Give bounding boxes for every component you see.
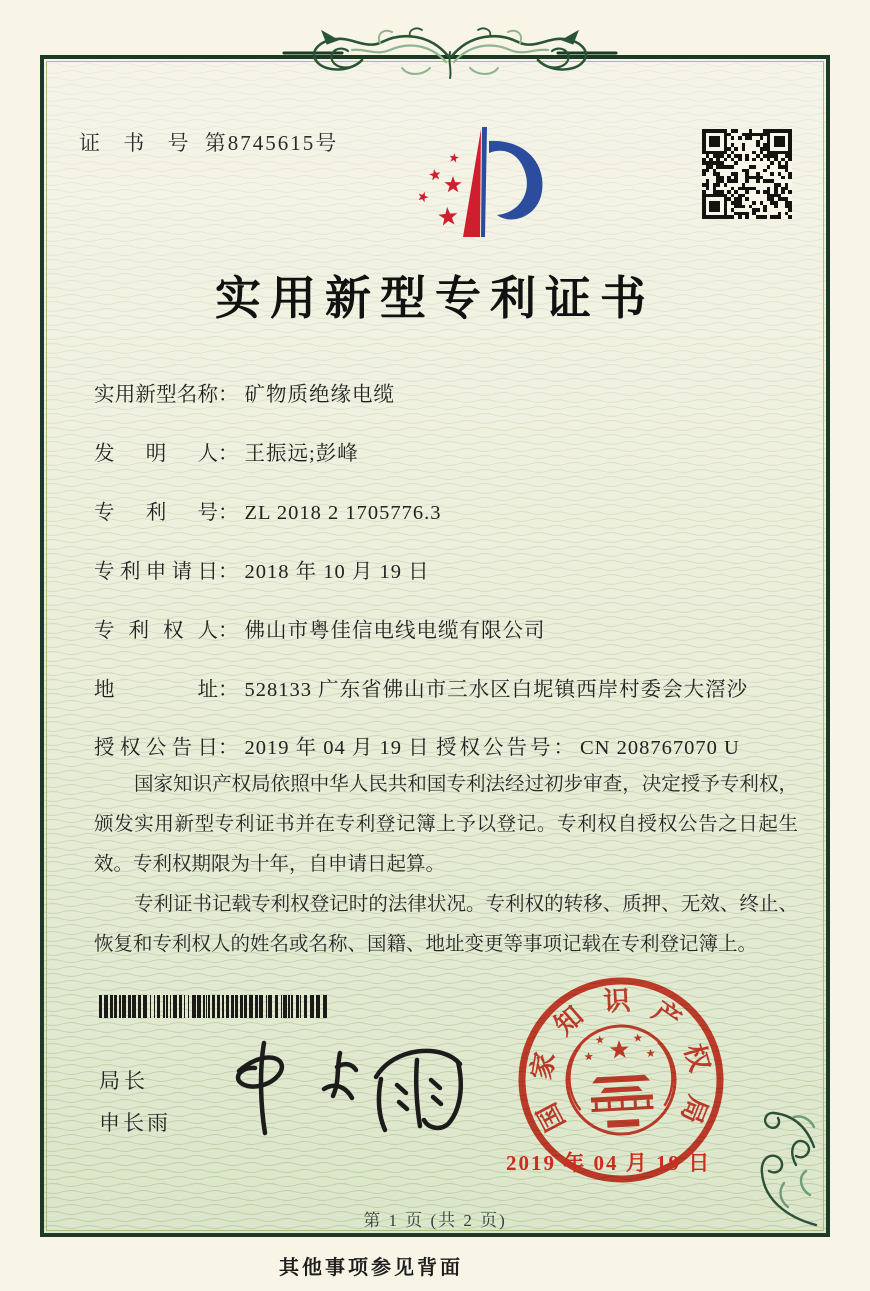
legal-text (94, 765, 798, 965)
svg-text:国: 国 (531, 1098, 571, 1137)
field-colon: ： (218, 620, 239, 642)
svg-text:产: 产 (647, 995, 687, 1036)
field-label: 专利号 (94, 502, 218, 524)
certificate-number (79, 127, 338, 157)
legal-paragraph-1: 国家知识产权局依照中华人民共和国专利法经过初步审查，决定授予专利权，颁发实用新型专利证书并在专利登记簿上予以登记。专利权自授权公告之日起生效。专利权期限为十年，自申请日起算。 (94, 774, 798, 875)
field-value: 2018 年 10 月 19 日 (244, 561, 430, 583)
field-colon: ： (553, 737, 574, 759)
field-value: 528133 广东省佛山市三水区白坭镇西岸村委会大滘沙 (244, 679, 749, 701)
certificate-title: 实用新型专利证书 (215, 273, 655, 324)
svg-text:局: 局 (675, 1091, 714, 1128)
legal-paragraph-2: 专利证书记载专利权登记时的法律状况。专利权的转移、质押、无效、终止、恢复和专利权人的姓名或名称、国籍、地址变更等事项记载在专利登记簿上。 (94, 894, 798, 955)
field-colon: ： (218, 561, 239, 583)
field-row-inventor (94, 436, 359, 466)
field-row-address (94, 672, 748, 702)
field-row-filing-date (94, 554, 430, 584)
svg-text:识: 识 (602, 985, 632, 1017)
field-colon: ： (218, 384, 239, 406)
field-row-name (94, 377, 395, 407)
field-label: 发明人 (94, 443, 218, 465)
certificate-number-prefix: 证 书 号 (79, 131, 198, 155)
field-row-grant (94, 730, 740, 760)
dragon-scroll-ornament-icon (280, 22, 620, 84)
grant-date-value: 2019 年 04 月 19 日 (244, 737, 430, 759)
field-label: 授权公告号 (436, 737, 554, 759)
officer-name: 申长雨 (99, 1111, 171, 1135)
field-colon: ： (218, 737, 239, 759)
field-colon: ： (218, 502, 239, 524)
field-row-patent-no (94, 495, 442, 525)
cnipa-logo-icon (388, 117, 578, 257)
qr-code (702, 129, 792, 219)
certificate-frame (40, 55, 830, 1237)
officer-title: 局长 (99, 1069, 149, 1093)
field-value: 王振远;彭峰 (244, 443, 359, 465)
page-number: 第 1 页 (共 2 页) (363, 1211, 507, 1230)
seal-date: 2019 年 04 月 19 日 (506, 1151, 712, 1175)
grant-number-value: CN 208767070 U (580, 737, 740, 759)
field-colon: ： (218, 679, 239, 701)
svg-text:权: 权 (678, 1040, 716, 1075)
field-colon: ： (218, 443, 239, 465)
handwritten-signature (209, 1027, 479, 1142)
field-label: 专利申请日 (94, 561, 218, 583)
field-label: 授权公告日 (94, 737, 218, 759)
field-value: 佛山市粤佳信电线电缆有限公司 (244, 620, 546, 642)
floral-corner-ornament-icon (752, 1103, 822, 1229)
field-row-patentee (94, 613, 546, 643)
field-label: 地址 (94, 679, 218, 701)
svg-text:知: 知 (548, 1000, 589, 1041)
field-value: ZL 2018 2 1705776.3 (244, 502, 442, 524)
svg-text:家: 家 (526, 1049, 561, 1082)
barcode (99, 995, 331, 1018)
footer-note: 其他事项参见背面 (279, 1257, 463, 1279)
field-value: 矿物质绝缘电缆 (244, 384, 395, 406)
certificate-number-value: 第8745615号 (204, 131, 339, 155)
field-label: 专利权人 (94, 620, 218, 642)
field-label: 实用新型名称 (94, 384, 218, 406)
grant-number (436, 730, 740, 760)
